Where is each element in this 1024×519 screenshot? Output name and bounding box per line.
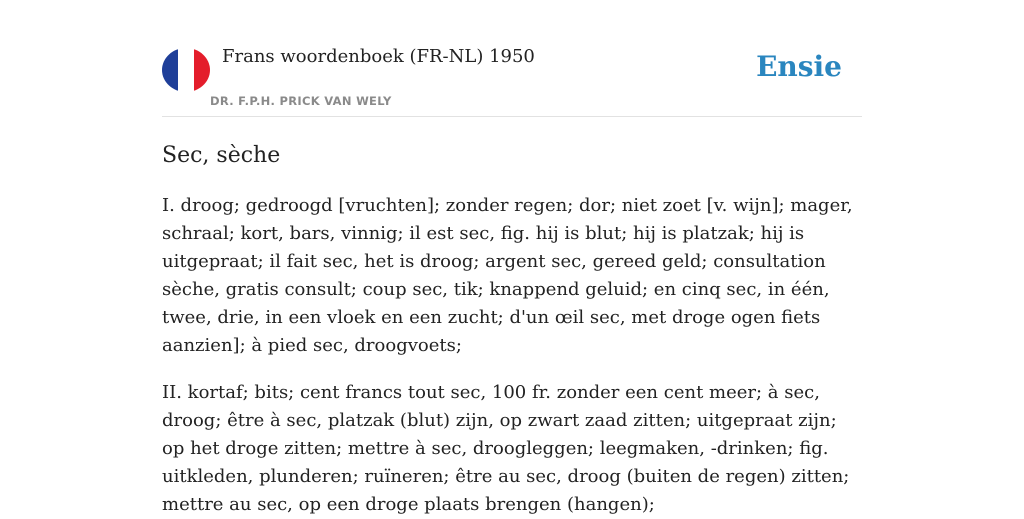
dictionary-author: DR. F.P.H. PRICK VAN WELY: [210, 94, 392, 108]
dictionary-title: Frans woordenboek (FR-NL) 1950: [222, 46, 535, 67]
flag-stripe-red: [194, 48, 210, 92]
definition-paragraph-1: I. droog; gedroogd [vruchten]; zonder regen; dor; niet zoet [v. wijn]; mager, schraal; kort, bars, vinnig; il est sec, fig. hij is blut; hij is platzak; hij is uitgepraat; il fait sec, het is droog; argent sec, gereed geld; consultation sèche, gratis consult; coup sec, tik; knappend geluid; en cinq sec, in één, twee, drie, in een vloek en een zucht; d'un œil sec, met droge ogen fiets aanzien]; à pied sec, droogvoets;: [162, 195, 853, 356]
flag-stripe-blue: [162, 48, 178, 92]
french-flag-icon: [162, 48, 210, 92]
page-content: [162, 0, 862, 519]
dictionary-header: [162, 0, 862, 117]
definition-paragraph-2: II. kortaf; bits; cent francs tout sec, 100 fr. zonder een cent meer; à sec, droog; être à sec, platzak (blut) zijn, op zwart zaad zitten; uitgepraat zijn; op het droge zitten; mettre à sec, droogleggen; leegmaken, -drinken; fig. uitkleden, plunderen; ruïneren; être au sec, droog (buiten de regen) zitten; mettre au sec, op een droge plaats brengen (hangen);: [162, 382, 850, 515]
entry-title: Sec, sèche: [162, 143, 281, 168]
ensie-logo-link[interactable]: Ensie: [756, 50, 842, 83]
flag-stripe-white: [178, 48, 194, 92]
